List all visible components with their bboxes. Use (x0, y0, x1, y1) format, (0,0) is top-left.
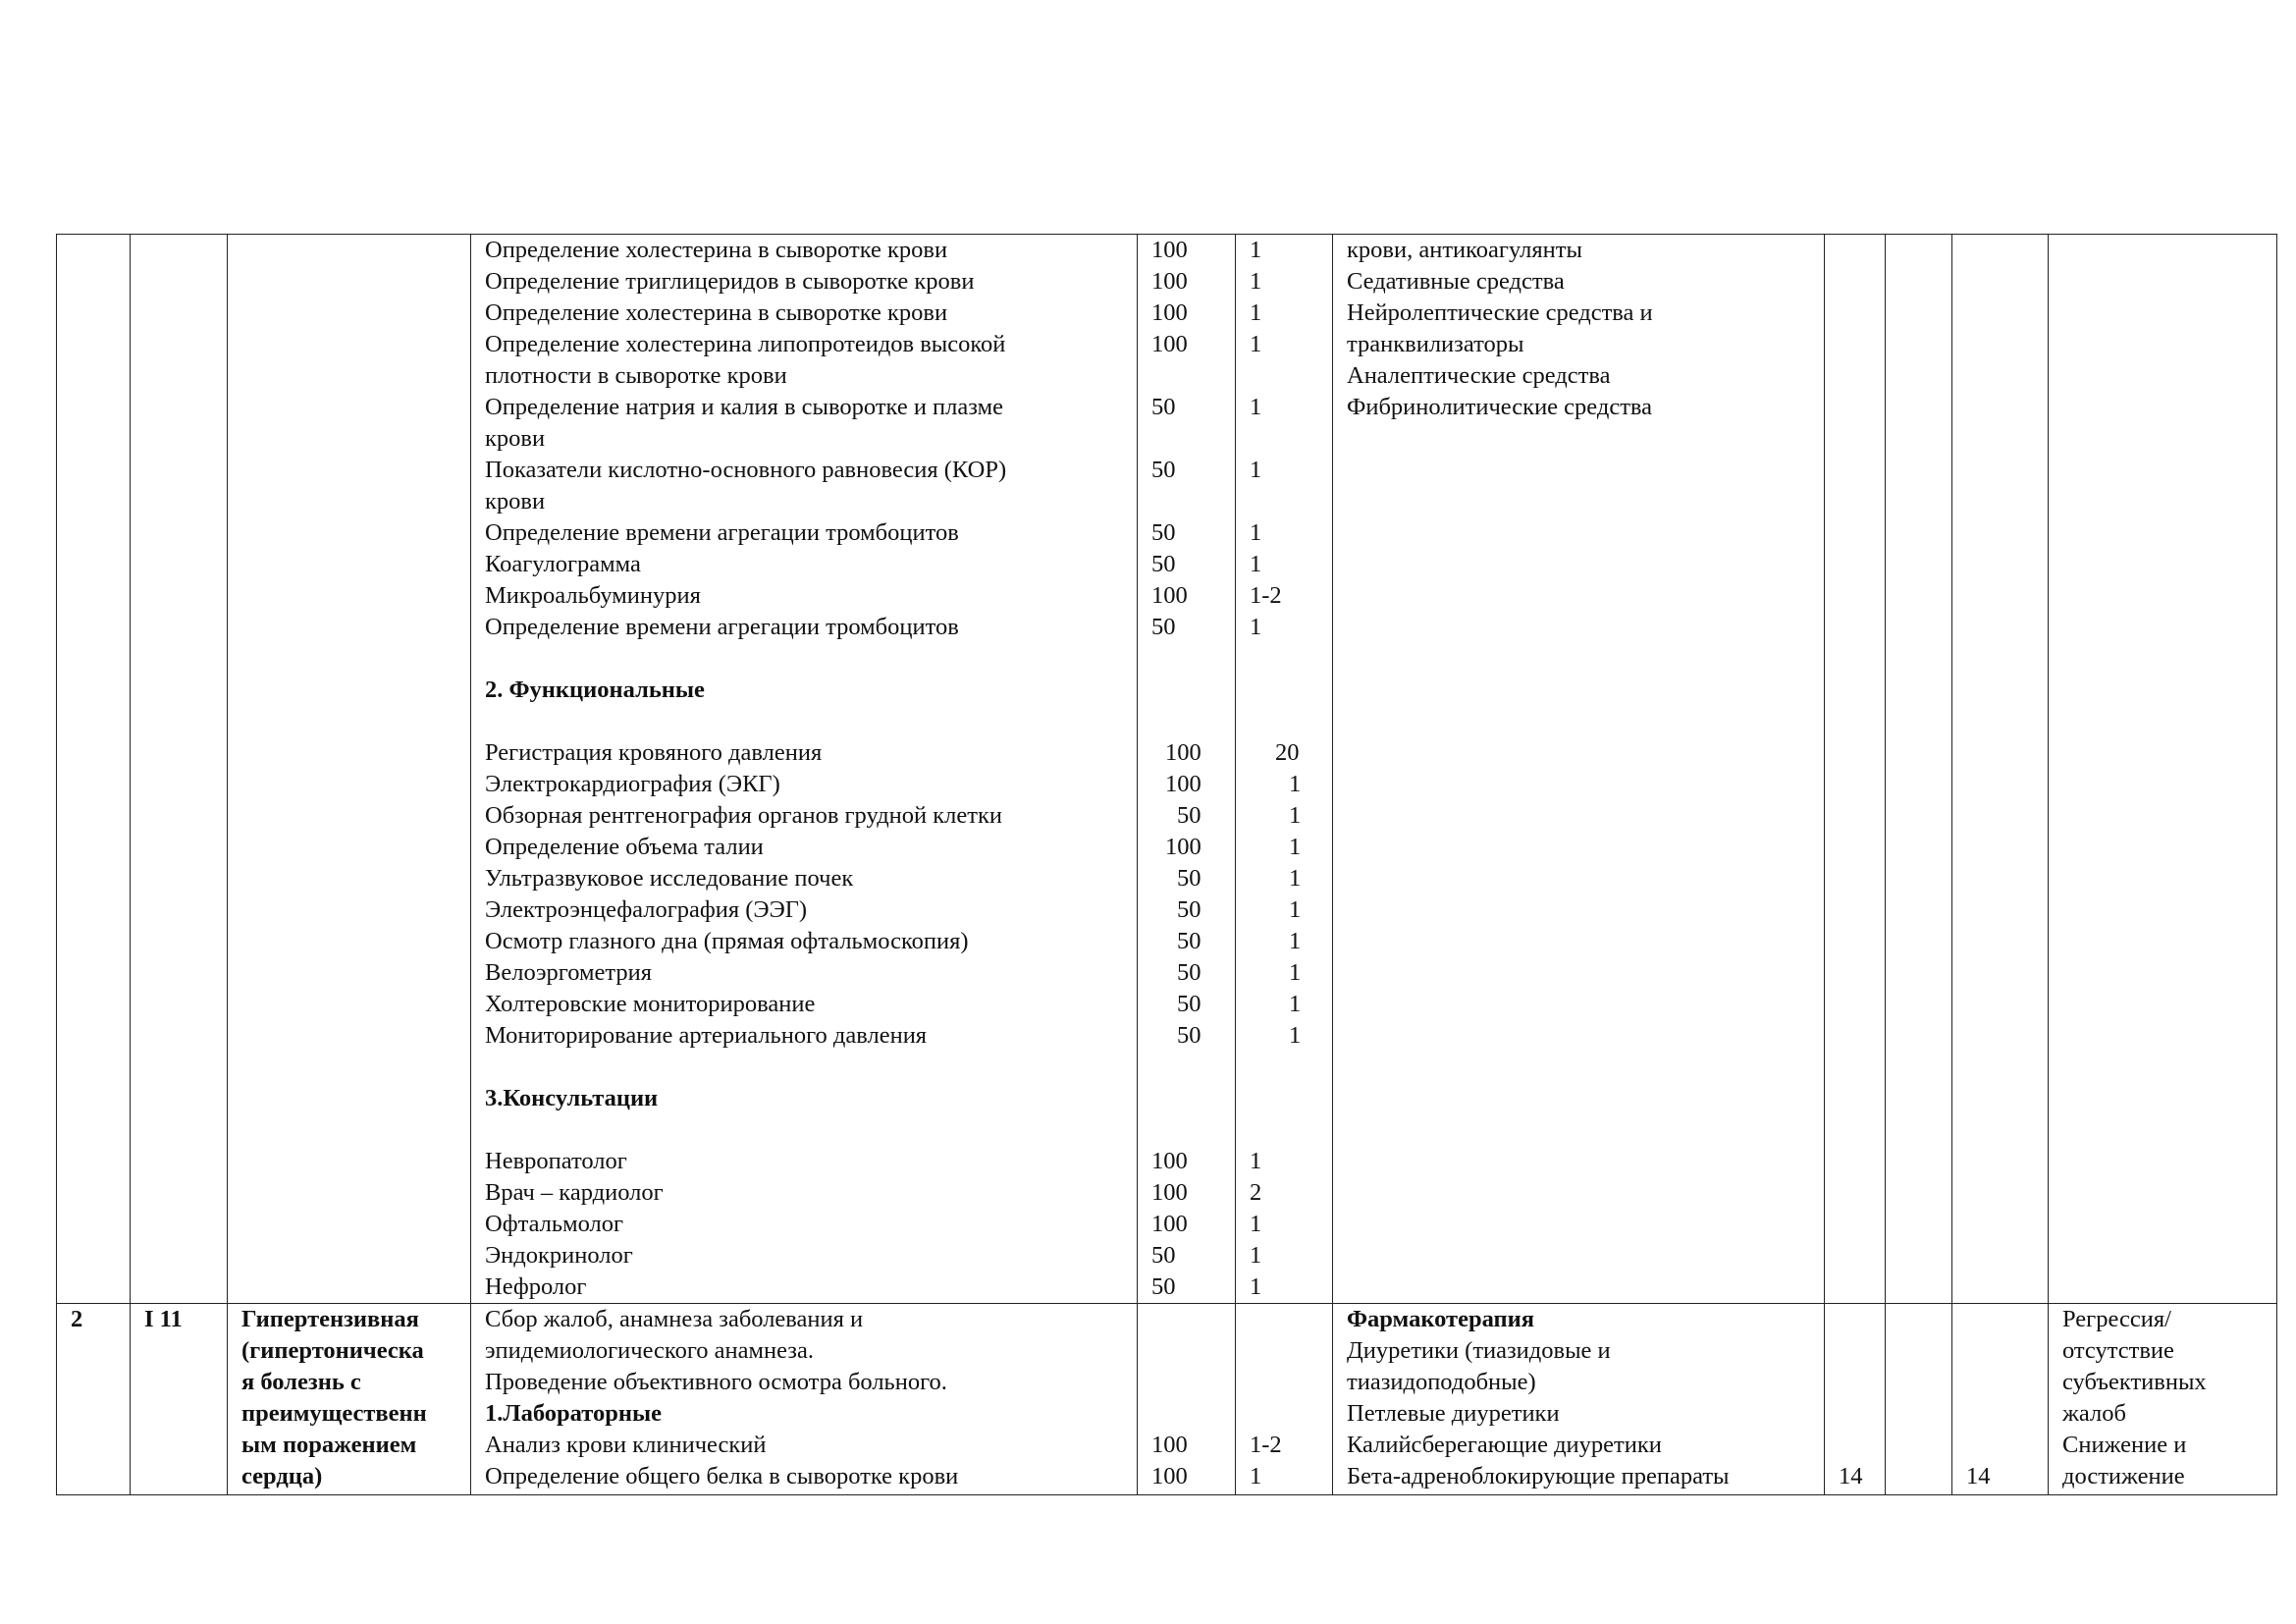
cell-days-a (1825, 235, 1886, 1304)
multiplicity-value: 1 (1289, 991, 1302, 1017)
days-a-value: 14 (1839, 1463, 1863, 1489)
service-name: Электрокардиография (ЭКГ) (485, 771, 780, 797)
spacer (1151, 1335, 1221, 1367)
drug-group: Аналептические средства (1347, 362, 1611, 389)
multiplicity-value: 1 (1250, 237, 1262, 263)
frequency-value: 100 (1165, 834, 1201, 860)
service-intro: Проведение объективного осмотра больного. (485, 1369, 947, 1395)
drug-group: Седативные средства (1347, 268, 1565, 295)
frequency-value: 50 (1151, 519, 1176, 546)
table-row (57, 1304, 2277, 1495)
frequency-value: 100 (1151, 1463, 1188, 1489)
frequency-value: 100 (1151, 331, 1188, 357)
frequency-value: 50 (1177, 928, 1201, 954)
drug-group: тиазидоподобные) (1347, 1369, 1536, 1395)
frequency-value (1151, 360, 1221, 392)
multiplicity-value: 1 (1250, 1148, 1262, 1174)
outcome-line: Регрессия/ (2062, 1306, 2171, 1332)
service-name: Определение триглицеридов в сыворотке крови (485, 268, 975, 295)
service-name: Офтальмолог (485, 1211, 624, 1237)
frequency-value: 50 (1151, 614, 1176, 640)
service-name: Определение холестерина липопротеидов высокой (485, 331, 1006, 357)
frequency-value: 100 (1165, 739, 1201, 766)
multiplicity-value: 1-2 (1250, 1432, 1282, 1458)
multiplicity-value: 1 (1250, 519, 1262, 546)
drug-group: крови, антикоагулянты (1347, 237, 1582, 263)
spacer (1151, 1398, 1221, 1430)
cell-drugs (1333, 235, 1825, 1304)
cell-frequency (1138, 235, 1236, 1304)
multiplicity-value: 1 (1289, 802, 1302, 829)
service-name: Велоэргометрия (485, 959, 652, 986)
row-number: 2 (71, 1306, 83, 1332)
service-name: Определение холестерина в сыворотке крови (485, 299, 948, 326)
service-name: Обзорная рентгенография органов грудной клетки (485, 802, 1002, 829)
service-name: Показатели кислотно-основного равновесия (КОР) (485, 457, 1007, 483)
outcome-line: субъективных (2062, 1369, 2207, 1395)
frequency-value: 50 (1151, 1273, 1176, 1300)
service-name: Анализ крови клинический (485, 1432, 767, 1458)
multiplicity-value: 1 (1289, 896, 1302, 923)
cell-services (471, 235, 1138, 1304)
multiplicity-value (1250, 423, 1318, 455)
cell-frequency (1138, 1304, 1236, 1495)
diagnosis-line: ым поражением (241, 1432, 417, 1458)
service-name: Электроэнцефалография (ЭЭГ) (485, 896, 808, 923)
frequency-value: 50 (1151, 1242, 1176, 1269)
multiplicity-value: 1 (1289, 865, 1302, 892)
frequency-value: 50 (1151, 394, 1176, 420)
frequency-value: 100 (1151, 299, 1188, 326)
multiplicity-value: 1 (1250, 457, 1262, 483)
multiplicity-value: 1-2 (1250, 582, 1282, 609)
multiplicity-value: 1 (1289, 928, 1302, 954)
multiplicity-value: 1 (1250, 1463, 1262, 1489)
service-name: Определение натрия и калия в сыворотке и плазме (485, 394, 1003, 420)
days-b-value (1899, 1461, 1938, 1492)
cell-outcome (2049, 235, 2277, 1304)
spacer (1151, 1083, 1221, 1114)
spacer (485, 1114, 1123, 1146)
multiplicity-value (1250, 360, 1318, 392)
cell-code (131, 235, 228, 1304)
diagnosis-line: преимущественн (241, 1400, 427, 1427)
frequency-value: 100 (1151, 1179, 1188, 1206)
multiplicity-value: 1 (1289, 959, 1302, 986)
cell-code (131, 1304, 228, 1495)
drug-group: Фибринолитические средства (1347, 394, 1653, 420)
drug-group: Бета-адреноблокирующие препараты (1347, 1463, 1730, 1489)
frequency-value: 50 (1151, 457, 1176, 483)
spacer (1151, 643, 1221, 675)
days-c-value: 14 (1966, 1463, 1991, 1489)
service-name: Определение холестерина в сыворотке крови (485, 237, 948, 263)
frequency-value: 100 (1165, 771, 1201, 797)
spacer (1151, 675, 1221, 706)
service-name: Осмотр глазного дна (прямая офтальмоскопия) (485, 928, 969, 954)
spacer (1250, 675, 1318, 706)
service-name: Определение общего белка в сыворотке крови (485, 1463, 959, 1489)
service-name: Ультразвуковое исследование почек (485, 865, 854, 892)
cell-num (57, 235, 131, 1304)
service-name: Регистрация кровяного давления (485, 739, 823, 766)
frequency-value: 100 (1151, 268, 1188, 295)
multiplicity-value: 1 (1289, 834, 1302, 860)
frequency-value: 50 (1151, 551, 1176, 577)
diagnosis-line: (гипертоническа (241, 1337, 424, 1364)
multiplicity-value: 2 (1250, 1179, 1262, 1206)
frequency-value: 100 (1151, 1211, 1188, 1237)
section-heading: 3.Консультации (485, 1085, 659, 1111)
treatment-protocol-table (56, 234, 2277, 1495)
drugs-heading: Фармакотерапия (1347, 1306, 1534, 1332)
frequency-value: 50 (1177, 1022, 1201, 1049)
cell-days-a (1825, 1304, 1886, 1495)
frequency-value: 100 (1151, 237, 1188, 263)
section-heading: 1.Лабораторные (485, 1400, 663, 1427)
service-name: плотности в сыворотке крови (485, 362, 787, 389)
diagnosis-line: сердца) (241, 1463, 323, 1489)
cell-days-b (1886, 235, 1952, 1304)
multiplicity-value: 1 (1250, 551, 1262, 577)
cell-services (471, 1304, 1138, 1495)
cell-multiplicity (1236, 235, 1333, 1304)
multiplicity-value: 1 (1250, 268, 1262, 295)
service-name: Определение времени агрегации тромбоцитов (485, 519, 959, 546)
multiplicity-value: 1 (1250, 1211, 1262, 1237)
spacer (1250, 643, 1318, 675)
cell-num (57, 1304, 131, 1495)
drug-group: Калийсберегающие диуретики (1347, 1432, 1662, 1458)
outcome-line: Снижение и (2062, 1432, 2187, 1458)
service-name: Определение объема талии (485, 834, 764, 860)
section-heading: 2. Функциональные (485, 677, 705, 703)
multiplicity-value: 1 (1250, 394, 1262, 420)
service-name: Эндокринолог (485, 1242, 633, 1269)
cell-days-c (1952, 1304, 2049, 1495)
spacer (1151, 1367, 1221, 1398)
service-name: Коагулограмма (485, 551, 641, 577)
spacer (1151, 1304, 1221, 1335)
spacer (1250, 1304, 1318, 1335)
outcome-line: достижение (2062, 1463, 2185, 1489)
service-name: Микроальбуминурия (485, 582, 701, 609)
spacer (1250, 1083, 1318, 1114)
drug-group: Петлевые диуретики (1347, 1400, 1560, 1427)
outcome-line: жалоб (2062, 1400, 2126, 1427)
multiplicity-value: 20 (1275, 739, 1300, 766)
cell-multiplicity (1236, 1304, 1333, 1495)
service-name: Невропатолог (485, 1148, 627, 1174)
frequency-value (1151, 423, 1221, 455)
spacer (1151, 706, 1221, 737)
spacer (485, 643, 1123, 675)
diagnosis-line: Гипертензивная (241, 1306, 419, 1332)
frequency-value: 50 (1177, 802, 1201, 829)
service-name: Определение времени агрегации тромбоцитов (485, 614, 959, 640)
spacer (485, 1052, 1123, 1083)
frequency-value: 50 (1177, 991, 1201, 1017)
multiplicity-value: 1 (1250, 331, 1262, 357)
spacer (1151, 1114, 1221, 1146)
spacer (1250, 1335, 1318, 1367)
service-name: Мониторирование артериального давления (485, 1022, 928, 1049)
spacer (1250, 1398, 1318, 1430)
drug-group: транквилизаторы (1347, 331, 1524, 357)
multiplicity-value: 1 (1250, 299, 1262, 326)
frequency-value: 50 (1177, 896, 1201, 923)
cell-drugs (1333, 1304, 1825, 1495)
service-intro: Сбор жалоб, анамнеза заболевания и (485, 1306, 864, 1332)
service-name: крови (485, 488, 546, 514)
drug-group: Диуретики (тиазидовые и (1347, 1337, 1611, 1364)
frequency-value: 50 (1177, 865, 1201, 892)
cell-outcome (2049, 1304, 2277, 1495)
frequency-value: 50 (1177, 959, 1201, 986)
service-name: Врач – кардиолог (485, 1179, 664, 1206)
drug-group: Нейролептические средства и (1347, 299, 1653, 326)
multiplicity-value (1250, 486, 1318, 517)
table-row (57, 235, 2277, 1304)
cell-diagnosis (228, 1304, 471, 1495)
multiplicity-value: 1 (1289, 771, 1302, 797)
multiplicity-value: 1 (1250, 1273, 1262, 1300)
frequency-value: 100 (1151, 1432, 1188, 1458)
multiplicity-value: 1 (1250, 1242, 1262, 1269)
spacer (485, 706, 1123, 737)
outcome-line: отсутствие (2062, 1337, 2174, 1364)
cell-days-b (1886, 1304, 1952, 1495)
multiplicity-value: 1 (1289, 1022, 1302, 1049)
multiplicity-value: 1 (1250, 614, 1262, 640)
frequency-value: 100 (1151, 1148, 1188, 1174)
spacer (1250, 1114, 1318, 1146)
diagnosis-line: я болезнь с (241, 1369, 361, 1395)
frequency-value (1151, 486, 1221, 517)
cell-days-c (1952, 235, 2049, 1304)
service-name: Холтеровские мониторирование (485, 991, 816, 1017)
cell-diagnosis (228, 235, 471, 1304)
spacer (1151, 1052, 1221, 1083)
spacer (1250, 706, 1318, 737)
frequency-value: 100 (1151, 582, 1188, 609)
service-name: крови (485, 425, 546, 452)
spacer (1250, 1367, 1318, 1398)
service-name: Нефролог (485, 1273, 587, 1300)
icd-code: I 11 (144, 1306, 183, 1332)
service-intro: эпидемиологического анамнеза. (485, 1337, 814, 1364)
spacer (1250, 1052, 1318, 1083)
